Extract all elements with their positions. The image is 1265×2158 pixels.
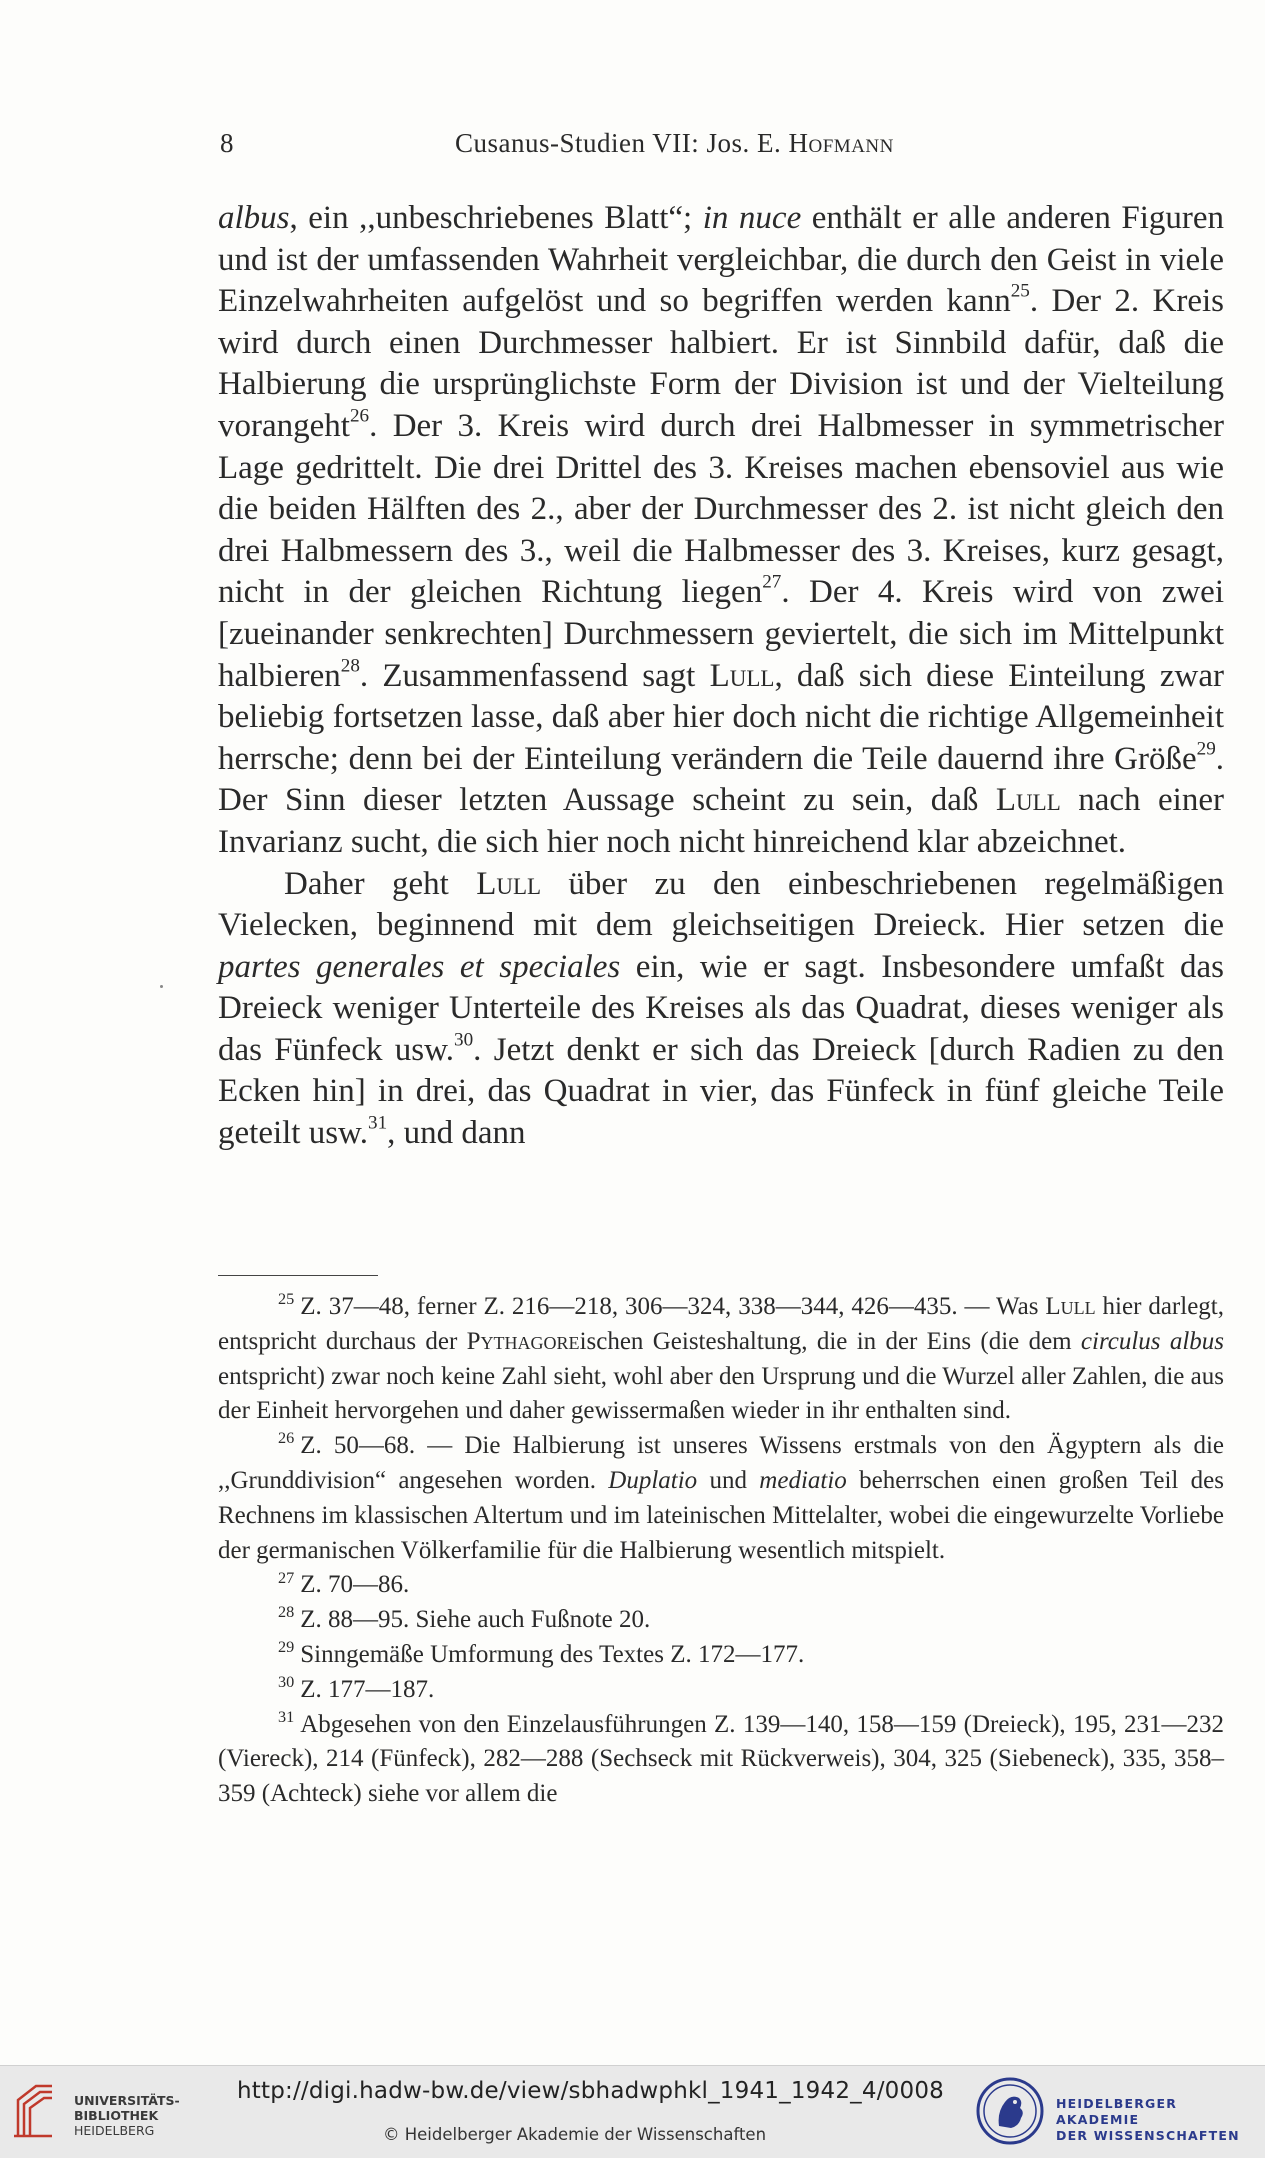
copyright-notice: © Heidelberger Akademie der Wissenschaften [383,2125,767,2144]
paragraph-2: Daher geht Lull über zu den einbeschriebenen regelmäßigen Vielecken, beginnend mit dem gleichseitigen Dreieck. Hier setzen die partes generales et speciales ein, wie er sagt. Insbesondere umfaßt das Dreieck weniger Unterteile des Kreises als das Quadrat, dieses weniger als das Fünfeck usw.$^{30}$. Jetzt denkt er sich das Dreieck [durch Radien zu den Ecken hin] in drei, das Quadrat in vier, das Fünfeck in fünf gleiche Teile geteilt usw.$^{31}$, und dann [218,865,1224,1152]
footnote-30: $^{30}$ Z. 177—187. [278,1673,435,1703]
running-title: Cusanus-Studien VII: Jos. E. Hofmann [455,128,894,158]
footnote-ref-31[interactable]: 31 [368,1112,388,1134]
main-text [218,198,1224,1155]
footnote-ref-28[interactable]: 28 [340,655,360,677]
footnote-28: $^{28}$ Z. 88—95. Siehe auch Fußnote 20. [278,1603,651,1634]
footnote-31: $^{31}$ Abgesehen von den Einzelausführungen Z. 139—140, 158—159 (Dreieck), 195, 231—232 (Viereck), 214 (Fünfeck), 282—288 (Sechseck mit Rückverweis), 304, 325 (Siebeneck), 335, 358–359 (Achteck) siehe vor allem die [218,1707,1224,1808]
ub-logo-icon [12,2080,58,2140]
academy-seal-icon[interactable] [975,2076,1045,2146]
footnote-ref-30[interactable]: 30 [454,1029,474,1051]
margin-mark [160,985,163,988]
academy-logo-text: HEIDELBERGER AKADEMIE DER WISSENSCHAFTEN [1056,2096,1240,2143]
paragraph-1: albus, ein ,,unbeschriebenes Blatt“; in nuce enthält er alle anderen Figuren und ist der umfassenden Wahrheit vergleichbar, die durch den Geist in viele Einzelwahrheiten aufgelöst und so begriffen werden kann$^{25}$. Der 2. Kreis wird durch einen Durchmesser halbiert. Er ist Sinnbild dafür, daß die Halbierung die ursprünglichste Form der Division ist und der Vielteilung vorangeht$^{26}$. Der 3. Kreis wird durch drei Halbmesser in symmetrischer Lage gedrittelt. Die drei Drittel des 3. Kreises machen ebensoviel aus wie die beiden Hälften des 2., aber der Durchmesser des 2. ist nicht gleich den drei Halbmessern des 3., weil die Halbmesser des 3. Kreises, kurz gesagt, nicht in der gleichen Richtung liegen$^{27}$. Der 4. Kreis wird von zwei [zueinander senkrechten] Durchmessern geviertelt, die sich im Mittelpunkt halbieren$^{28}$. Zusammenfassend sagt Lull, daß sich diese Einteilung zwar beliebig fortsetzen lasse, daß aber hier doch nicht die richtige Allgemeinheit herrsche; denn bei der Einteilung verändern die Teile dauernd ihre Größe$^{29}$. Der Sinn dieser letzten Aussage scheint zu sein, daß Lull nach einer Invarianz sucht, die sich hier noch nicht hinreichend klar abzeichnet. [218,200,1225,860]
footnote-26: $^{26}$ Z. 50—68. — Die Halbierung ist unseres Wissens erstmals von den Ägyptern als die ,,Grunddivision“ angesehen worden. Duplatio und mediatio beherrschen einen großen Teil des Rechnens im klassischen Altertum und im lateinischen Mittelalter, wobei die eingewurzelte Vorliebe der germanischen Völkerfamilie für die Halbierung wesentlich mitspielt. [218,1429,1224,1564]
footnote-ref-27[interactable]: 27 [762,572,782,593]
footnote-rule [218,1275,378,1276]
footnote-29: $^{29}$ Sinngemäße Umformung des Textes Z. 172—177. [278,1638,805,1668]
footnote-ref-29[interactable]: 29 [1196,738,1216,760]
page-number: 8 [220,128,234,158]
running-title-author: Hofmann [788,128,894,158]
footnotes [218,1290,1224,1812]
university-library-logo[interactable] [12,2080,180,2140]
footnote-27: $^{27}$ Z. 70—86. [278,1568,410,1599]
ub-logo-text: UNIVERSITÄTS- BIBLIOTHEK HEIDELBERG [74,2093,180,2138]
permalink-url[interactable]: http://digi.hadw-bw.de/view/sbhadwphkl_1941_1942_4/0008 [237,2078,944,2104]
footnote-ref-25[interactable]: 25 [1010,280,1030,302]
footnote-25: $^{25}$ Z. 37—48, ferner Z. 216—218, 306—324, 338—344, 426—435. — Was Lull hier darlegt, entspricht durchaus der Pythagoreischen Geisteshaltung, die in der Eins (die dem circulus albus entspricht) zwar noch keine Zahl sieht, wohl aber den Ursprung und die Wurzel aller Zahlen, die aus der Einheit hervorgehen und daher gewissermaßen wieder in ihr enthalten sind. [218,1290,1224,1425]
footnote-ref-26[interactable]: 26 [349,405,370,427]
digitization-footer [0,2065,1265,2158]
